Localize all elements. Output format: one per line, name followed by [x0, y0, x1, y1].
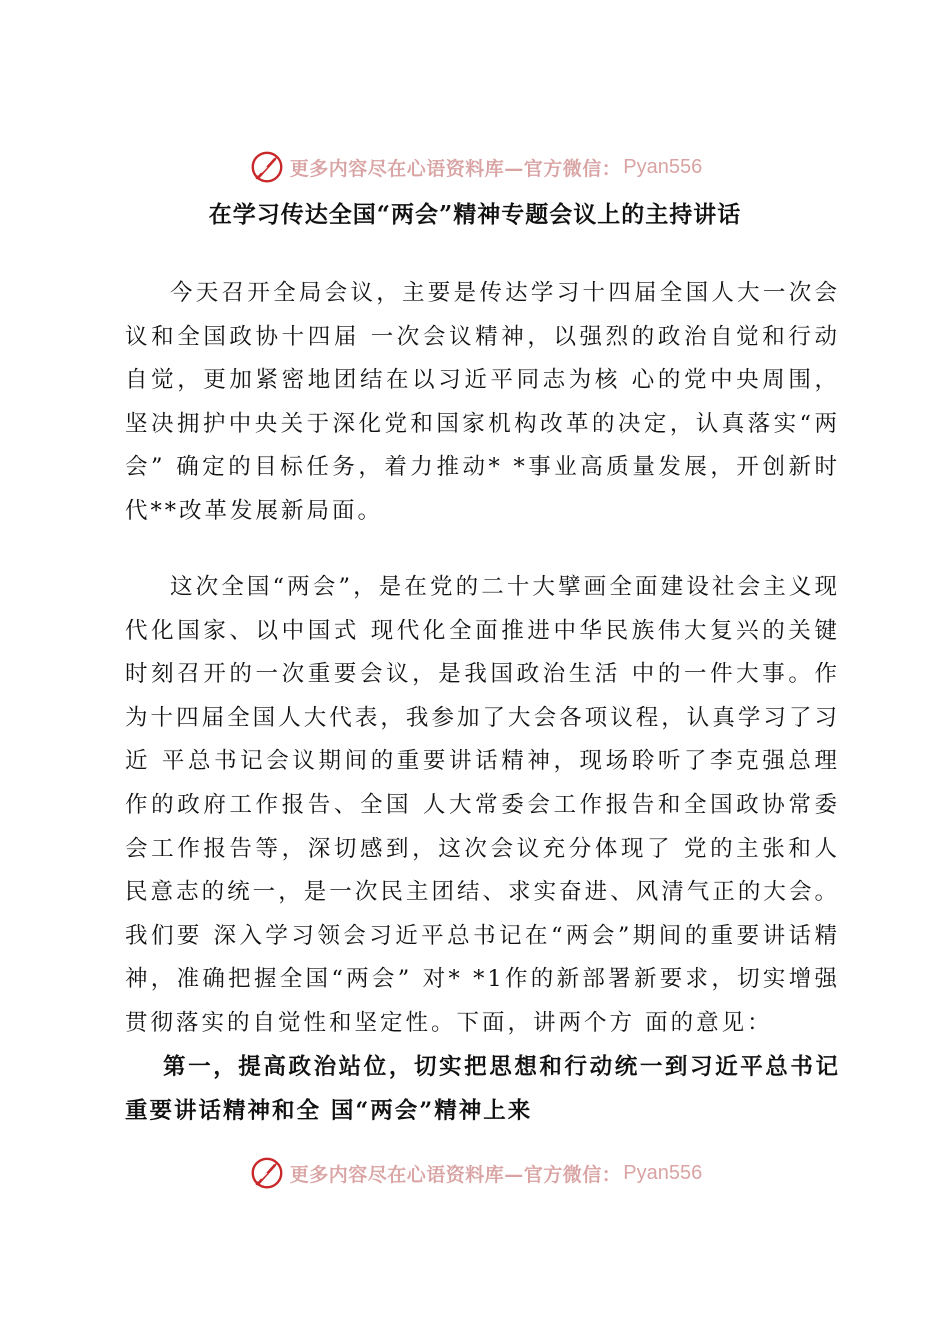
- section-heading: 第一，提高政治站位，切实把思想和行动统一到习近平总书记重要讲话精神和全 国“两会”精神上来: [125, 1054, 840, 1124]
- watermark-text: 更多内容尽在心语资料库—官方微信：: [289, 1163, 622, 1186]
- watermark-id: Pyan556: [623, 155, 703, 178]
- body-paragraph-2: 这次全国“两会”，是在党的二十大擘画全面建设社会主义现代化国家、以中国式 现代化全面推进中华民族伟大复兴的关键时刻召开的一次重要会议，是我国政治生活 中的一件大事。作为十四届全国人大代表，我参加了大会各项议程，认真学习了习近 平总书记会议期间的重要讲话精神，现场聆听了李克强总理作的政府工作报告、全国 人大常委会工作报告和全国政协常委会工作报告等，深切感到，这次会议充分体现了 党的主张和人民意志的统一，是一次民主团结、求实奋进、风清气正的大会。我们要 深入学习领会习近平总书记在“两会”期间的重要讲话精神，准确把握全国“两会” 对* *1作的新部署新要求，切实增强贯彻落实的自觉性和坚定性。下面，讲两个方 面的意见：: [125, 574, 840, 1036]
- quill-pen-logo-icon: [248, 1154, 286, 1192]
- watermark-banner-bottom: [0, 1151, 950, 1195]
- body-paragraph-1: 今天召开全局会议，主要是传达学习十四届全国人大一次会议和全国政协十四届 一次会议精神，以强烈的政治自觉和行动自觉，更加紧密地团结在以习近平同志为核 心的党中央周围，坚决拥护中央关于深化党和国家机构改革的决定，认真落实“两会” 确定的目标任务，着力推动* *事业高质量发展，开创新时代**改革发展新局面。: [125, 280, 840, 524]
- document-title: 在学习传达全国“两会”精神专题会议上的主持讲话: [208, 201, 742, 228]
- watermark-id: Pyan556: [623, 1161, 703, 1184]
- watermark-banner-top: [0, 145, 950, 189]
- quill-pen-logo-icon: [248, 148, 286, 186]
- watermark-text: 更多内容尽在心语资料库—官方微信：: [289, 157, 622, 180]
